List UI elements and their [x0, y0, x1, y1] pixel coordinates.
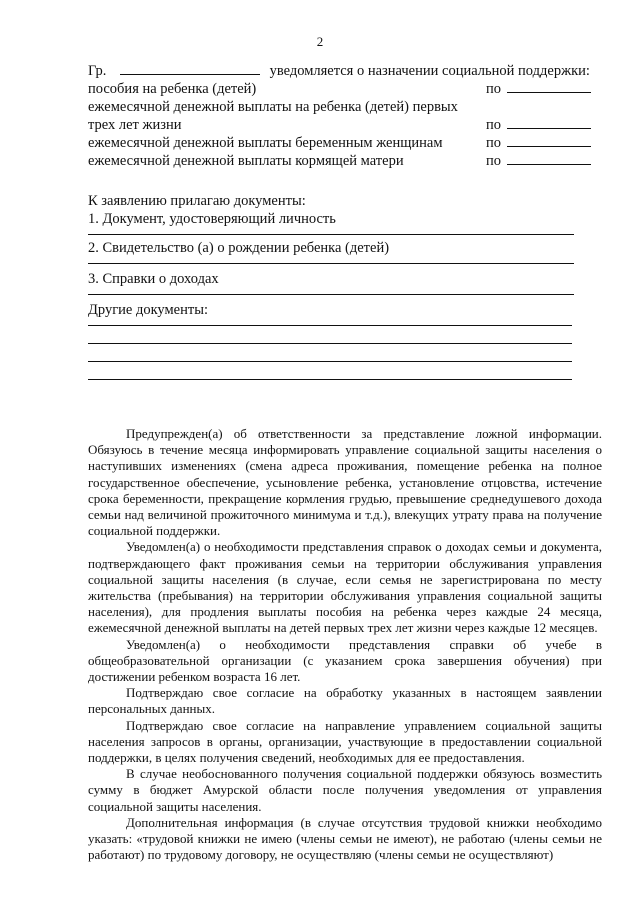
until-date-field[interactable] [507, 135, 591, 147]
document-other [88, 301, 574, 380]
until-date-field[interactable] [507, 81, 591, 93]
notice-item-nursing-mother [88, 152, 598, 170]
until-label: по [486, 117, 502, 133]
notice-item-child-benefit [88, 80, 598, 98]
notice-item-label: ежемесячной денежной выплаты на ребенка (детей) первых трех лет жизни [88, 99, 458, 133]
citizen-name-field[interactable] [120, 63, 260, 75]
paragraph-personal-data-consent: Подтверждаю свое согласие на обработку указанных в настоящем заявлении персональных данных. [88, 685, 602, 717]
document-birth-certificate [88, 239, 574, 264]
document-label: 1. Документ, удостоверяющий личность [88, 211, 336, 227]
document-identity [88, 210, 574, 235]
document-label: 3. Справки о доходах [88, 271, 219, 287]
notice-heading [88, 62, 598, 80]
notice-block [88, 62, 598, 170]
document-fill-line[interactable] [88, 234, 574, 235]
document-fill-line[interactable] [88, 294, 574, 295]
document-fill-line[interactable] [88, 379, 572, 380]
notice-item-pregnant-women [88, 134, 598, 152]
document-fill-line[interactable] [88, 325, 572, 326]
until-date-field[interactable] [507, 153, 591, 165]
attached-documents [88, 192, 574, 380]
notice-item-label: ежемесячной денежной выплаты беременным женщинам [88, 135, 443, 151]
document-label: 2. Свидетельство (а) о рождении ребенка (детей) [88, 240, 390, 256]
documents-intro: К заявлению прилагаю документы: [88, 193, 306, 209]
notice-heading-text: уведомляется о назначении социальной поддержки: [269, 63, 590, 79]
paragraph-false-info-warning: Предупрежден(а) об ответственности за представление ложной информации. Обязуюсь в течение месяца информировать управление социальной защиты населения о наступивших изменениях (смена адреса проживания, помещение ребенка на полное государственное обеспечение, усыновление ребенка, установление отцовства, истечение срока беременности, прекращение кормления грудью, превышение среднедушевого дохода семьи над величиной прожиточного минимума и т.д.), влекущих утрату права на получение социальной поддержки. [88, 426, 602, 539]
paragraph-additional-info: Дополнительная информация (в случае отсутствия трудовой книжки необходимо указать: «трудовой книжки не имею (члены семьи не имеют), не работаю (члены семьи не работают) по трудовому договору, не осуществляю (члены семьи не осуществляют) [88, 814, 602, 863]
page-number: 2 [316, 34, 324, 49]
citizen-prefix: Гр. [88, 63, 107, 79]
document-income-certificates [88, 270, 574, 295]
paragraph-requests-consent: Подтверждаю свое согласие на направление управлением социальной защиты населения запросов в органы, организации, участвующие в предоставлении социальной поддержки, в целях получения сведений, необходимых для ее предоставления. [88, 717, 602, 766]
declaration-text [88, 426, 602, 863]
notice-item-label: пособия на ребенка (детей) [88, 81, 257, 97]
document-fill-line[interactable] [88, 263, 574, 264]
paragraph-reimbursement: В случае необоснованного получения социальной поддержки обязуюсь возместить сумму в бюджет Амурской области после получения уведомления от управления социальной защиты населения. [88, 766, 602, 814]
notice-item-label: ежемесячной денежной выплаты кормящей матери [88, 153, 404, 169]
notice-item-first-three-years [88, 98, 598, 134]
paragraph-school-certificate: Уведомлен(а) о необходимости представления справки об учебе в общеобразовательной организации (с указанием срока завершения обучения) при достижении ребенком возраста 16 лет. [88, 636, 602, 685]
until-label: по [486, 81, 502, 97]
until-date-field[interactable] [507, 117, 591, 129]
until-label: по [486, 135, 502, 151]
document-fill-line[interactable] [88, 343, 572, 344]
document-fill-line[interactable] [88, 361, 572, 362]
document-label: Другие документы: [88, 302, 208, 318]
until-label: по [486, 153, 502, 169]
paragraph-income-documents: Уведомлен(а) о необходимости представления справок о доходах семьи и документа, подтверждающего факт проживания семьи на территории обслуживания управления социальной защиты населения (в случае, если семья не зарегистрирована по месту жительства (пребывания) на территории обслуживания управления социальной защиты населения), для продления выплаты пособия на ребенка через каждые 24 месяца, ежемесячной денежной выплаты на детей первых трех лет жизни через каждые 12 месяцев. [88, 539, 602, 636]
